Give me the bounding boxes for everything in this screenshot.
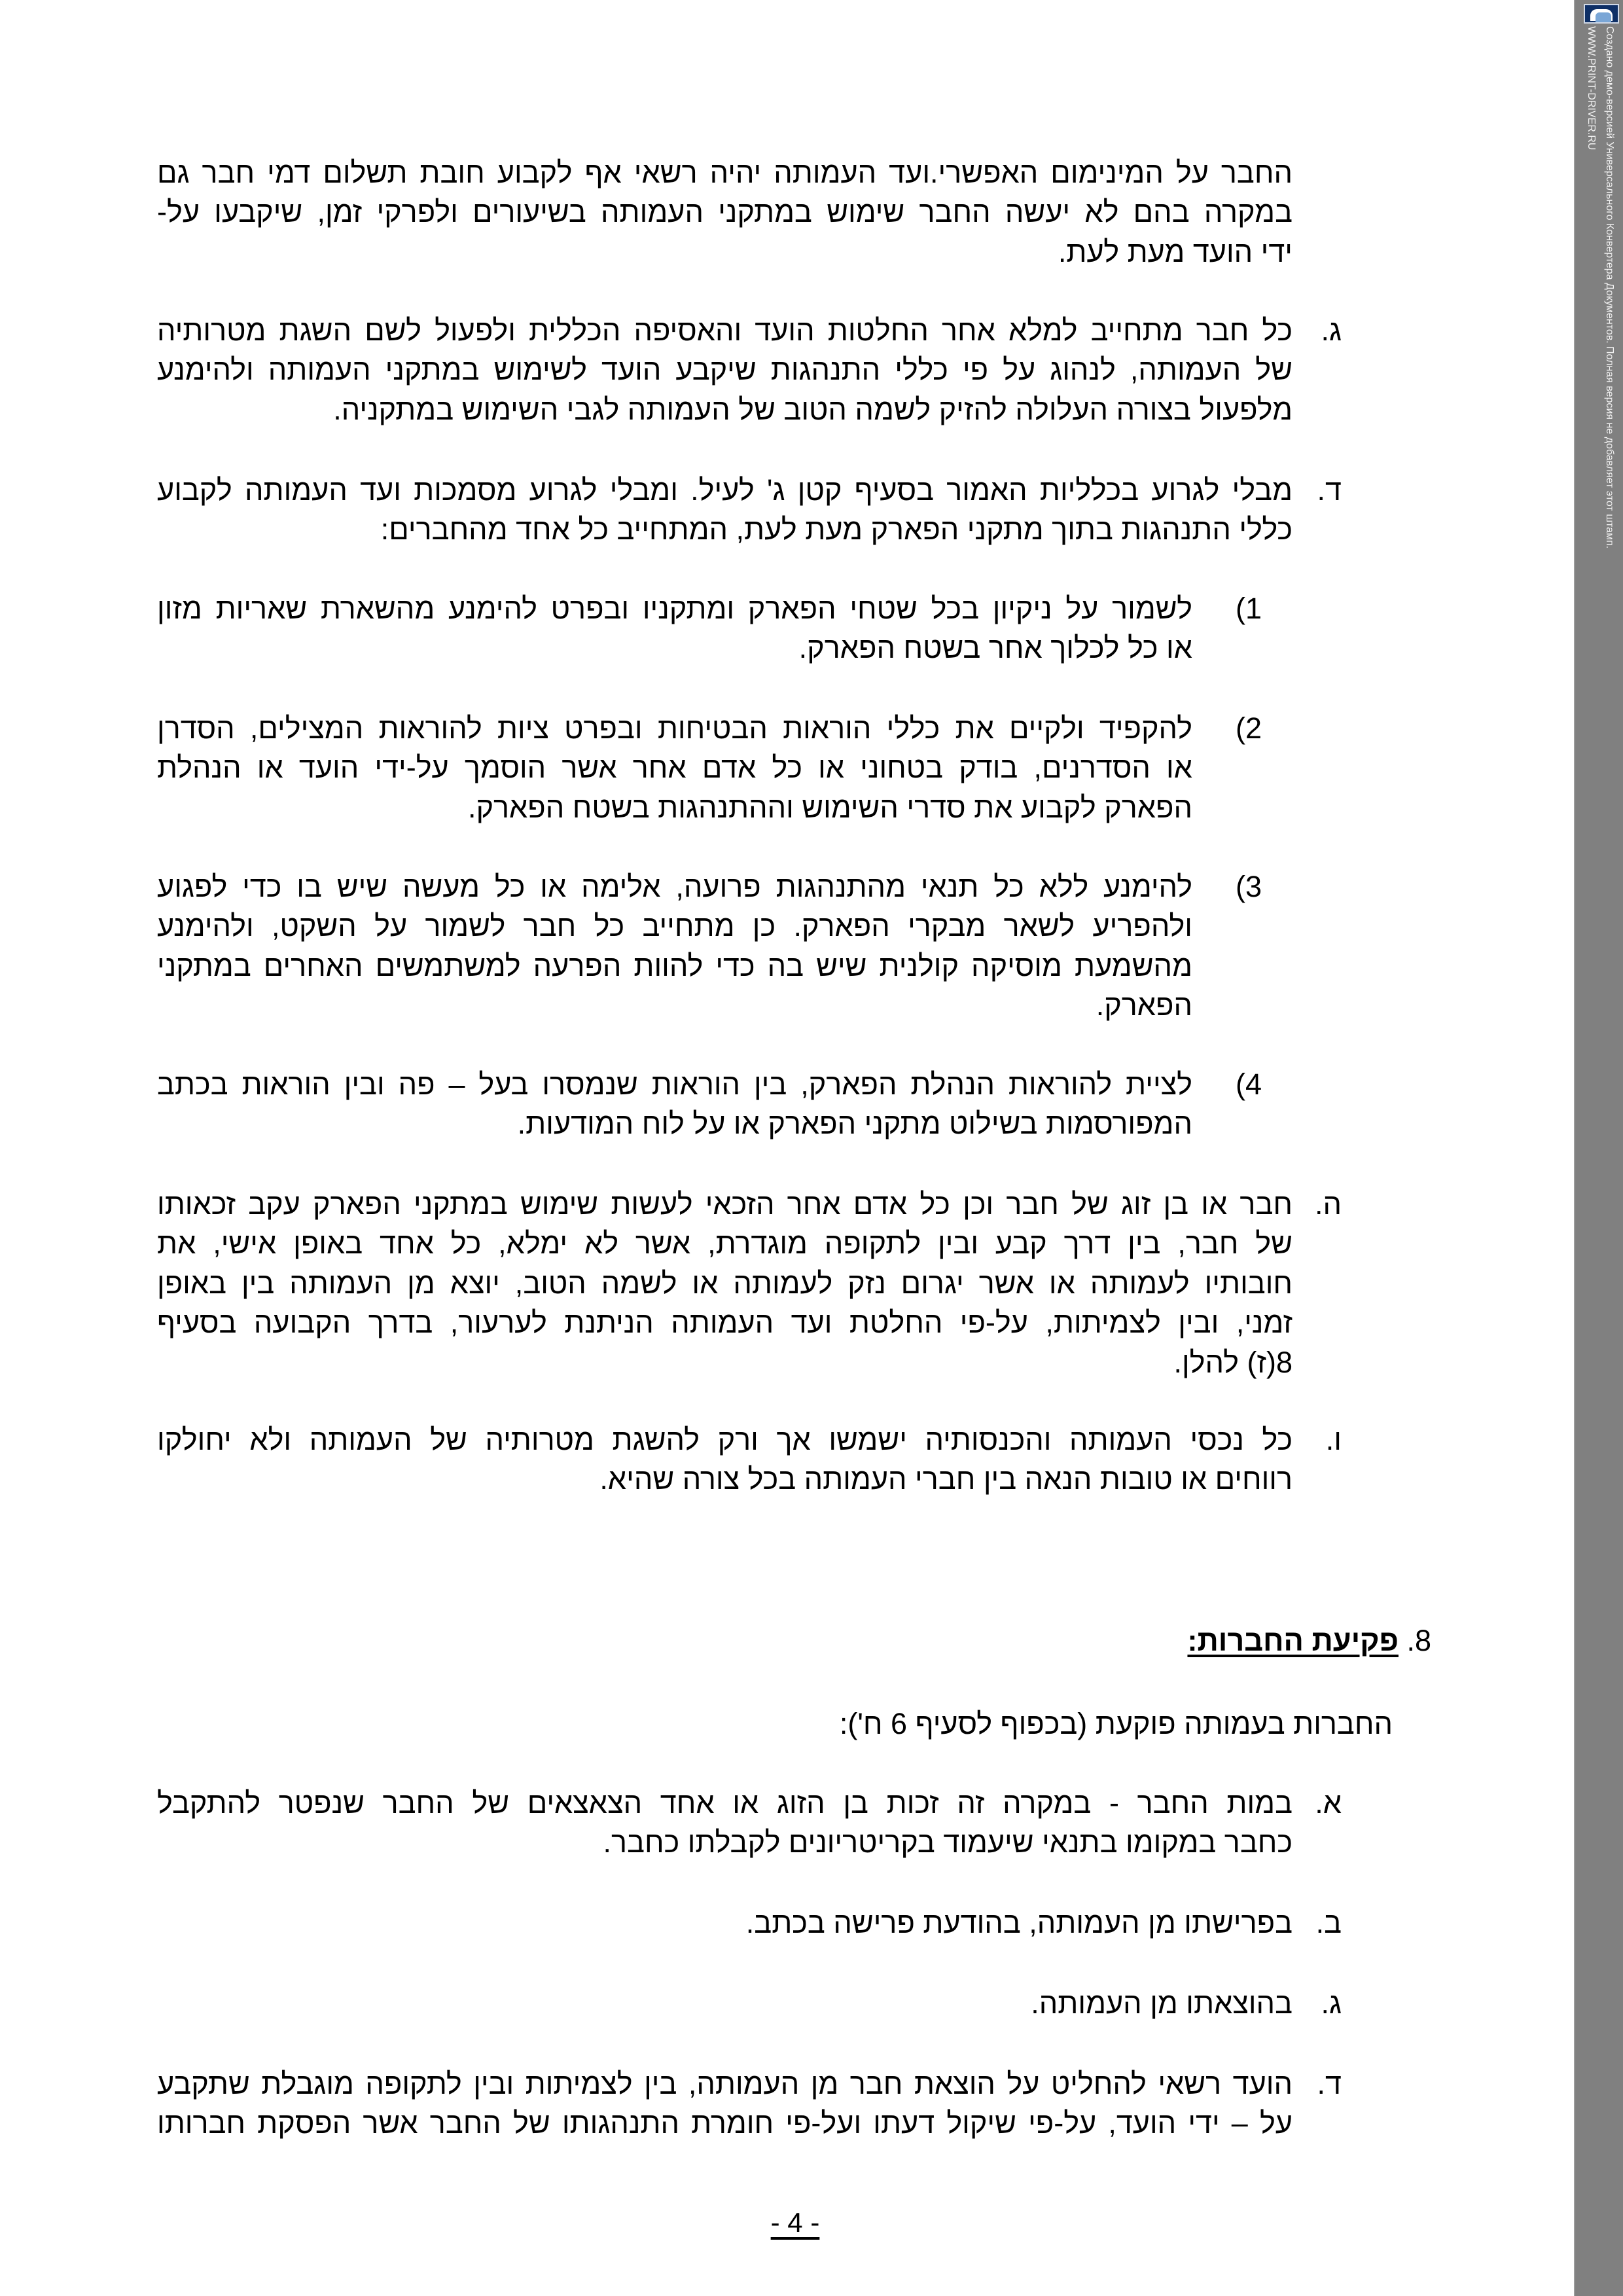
paragraph-line: כחבר במקומו בתנאי שיעמוד בקריטריונים לקבלתו כחבר. [603, 1825, 1293, 1859]
paragraph-p-cont [157, 153, 1293, 272]
list-marker: א. [1315, 1786, 1342, 1820]
paragraph-line: מהשמעת מוסיקה קולנית שיש בה כדי להוות הפרעה למשתמשים האחרים במתקני [157, 948, 1192, 982]
paragraph-line: כללי התנהגות בתוך מתקני הפארק מעת לעת, המתחייב כל אחד מהחברים: [380, 512, 1293, 547]
paragraph-sub-3 [157, 867, 1192, 1026]
watermark-line-2: WWW.PRINT-DRIVER.RU [1586, 26, 1597, 151]
paragraph-line: חבר או בן זוג של חבר וכן כל אדם אחר הזכאי לעשות שימוש במתקני הפארק עקב זכאותו [157, 1187, 1293, 1221]
paragraph-line: או כל לכלוך אחר בשטח הפארק. [798, 631, 1192, 665]
paragraph-line: מלפעול בצורה העלולה להזיק לשמה הטוב של העמותה לגבי השימוש במתקניה. [333, 392, 1293, 426]
paragraph-line: ולהפריע לשאר מבקרי הפארק. כן מתחייב כל חבר לשמור על השקט, ולהימנע [157, 909, 1192, 943]
list-marker: 2) [1235, 711, 1262, 745]
watermark-text [1582, 26, 1618, 548]
list-marker: ג. [1321, 1986, 1342, 2020]
list-marker: ד. [1317, 2067, 1342, 2100]
paragraph-s8-bet [157, 1903, 1293, 1943]
paragraph-sub-4 [157, 1065, 1192, 1144]
paragraph-sub-1 [157, 589, 1192, 668]
paragraph-line: להימנע ללא כל תנאי מהתנהגות פרועה, אלימה או כל מעשה שיש בו כדי לפגוע [157, 870, 1192, 903]
paragraph-line: לשמור על ניקיון בכל שטחי הפארק ומתקניו ובפרט להימנע מהשארת שאריות מזון [157, 592, 1192, 625]
paragraph-line: לציית להוראות הנהלת הפארק, בין הוראות שנמסרו בעל – פה ובין הוראות בכתב [157, 1067, 1192, 1101]
paragraph-line: כל נכסי העמותה והכנסותיה ישמשו אך ורק להשגת מטרותיה של העמותה ולא יחולקו [157, 1423, 1293, 1456]
paragraph-line: במות החבר - במקרה זה זכות בן הזוג או אחד הצאצאים של החבר שנפטר להתקבל [157, 1786, 1293, 1820]
paragraph-line: של חבר, בין דרך קבע ובין לתקופה מוגדרת, אשר לא ימלא, כל אחד באופן אישי, את [157, 1227, 1293, 1261]
paragraph-line: על – ידי הועד, על-פי שיקול דעתו ועל-פי חומרת התנהגותו של החבר אשר הפסקת חברותו [157, 2106, 1293, 2140]
paragraph-line: רווחים או טובות הנאה בין חברי העמותה בכל צורה שהיא. [599, 1462, 1293, 1496]
page-number: - 4 - [770, 2207, 820, 2238]
section-8-intro: החברות בעמותה פוקעת (בכפוף לסעיף 6 ח'): [839, 1707, 1393, 1740]
paragraph-line: החבר על המינימום האפשרי.ועד העמותה יהיה רשאי אף לקבוע חובת תשלום דמי חבר גם [157, 156, 1293, 189]
list-marker: 1) [1235, 592, 1262, 625]
paragraph-line: בהוצאתו מן העמותה. [1031, 1986, 1293, 2020]
paragraph-s8-alef [157, 1784, 1293, 1863]
watermark-stamp-bar [1574, 0, 1623, 2296]
paragraph-line: הועד רשאי להחליט על הוצאת חבר מן העמותה, בין לצמיתות ובין לתקופה מוגבלת שתקבע [157, 2067, 1293, 2100]
paragraph-line: להקפיד ולקיים את כללי הוראות הבטיחות ובפרט ציות להוראות המצילים, הסדרן [157, 711, 1192, 745]
watermark-line-1: Создано демо-версией Универсального Конвертера Документов. Полная версия не добавляет этот штамп. [1604, 26, 1615, 549]
list-marker: 4) [1235, 1067, 1262, 1101]
paragraph-line: 8(ז) להלן. [1173, 1345, 1293, 1379]
paragraph-line: או הסדרנים, בודק בטחוני או כל אדם אחר אשר הוסמך על-ידי הועד או הנהלת [157, 751, 1192, 785]
paragraph-sub-2 [157, 709, 1192, 827]
list-marker: ה. [1314, 1187, 1342, 1221]
paragraph-p-dalet [157, 471, 1293, 550]
list-marker: ד. [1317, 473, 1342, 507]
paragraph-p-gimel [157, 311, 1293, 429]
paragraph-s8-dalet [157, 2064, 1293, 2144]
paragraph-line: של העמותה, לנהוג על פי כללי התנהגות שיקבע הועד לשימוש במתקני העמותה ולהימנע [157, 353, 1293, 387]
paragraph-line: ידי הועד מעת לעת. [1058, 234, 1293, 268]
paragraph-line: הפארק. [1096, 988, 1192, 1022]
paragraph-p-he [157, 1185, 1293, 1382]
section-8-heading [1187, 1621, 1431, 1660]
list-marker: ב. [1315, 1906, 1342, 1939]
section-title: פקיעת החברות: [1187, 1624, 1399, 1657]
list-marker: 3) [1235, 870, 1262, 903]
paragraph-line: המפורסמות בשילוט מתקני הפארק או על לוח המודעות. [517, 1107, 1192, 1141]
paragraph-p-vav [157, 1420, 1293, 1499]
paragraph-line: כל חבר מתחייב למלא אחר החלטות הועד והאסיפה הכללית ולפעול לשם השגת מטרותיה [157, 314, 1293, 347]
section-number: 8. [1406, 1624, 1431, 1657]
list-marker: ג. [1321, 314, 1342, 347]
paragraph-s8-gimel [157, 1984, 1293, 2023]
converter-logo-icon [1584, 4, 1619, 24]
list-marker: ו. [1325, 1423, 1342, 1456]
paragraph-line: מבלי לגרוע בכלליות האמור בסעיף קטן ג' לעיל. ומבלי לגרוע מסמכות ועד העמותה לקבוע [157, 473, 1293, 507]
paragraph-line: במקרה בהם לא יעשה החבר שימוש במתקני העמותה בשיעורים ולפרקי זמן, שיקבעו על- [157, 195, 1293, 229]
paragraph-line: חובותיו לעמותה או אשר יגרום נזק לעמותה או לשמה הטוב, יוצא מן העמותה בין באופן [157, 1266, 1293, 1300]
paragraph-line: הפארק לקבוע את סדרי השימוש וההתנהגות בשטח הפארק. [467, 790, 1192, 824]
paragraph-line: בפרישתו מן העמותה, בהודעת פרישה בכתב. [745, 1906, 1293, 1939]
paragraph-line: זמני, ובין לצמיתות, על-פי החלטת ועד העמותה הניתנת לערעור, בדרך הקבועה בסעיף [157, 1306, 1293, 1340]
